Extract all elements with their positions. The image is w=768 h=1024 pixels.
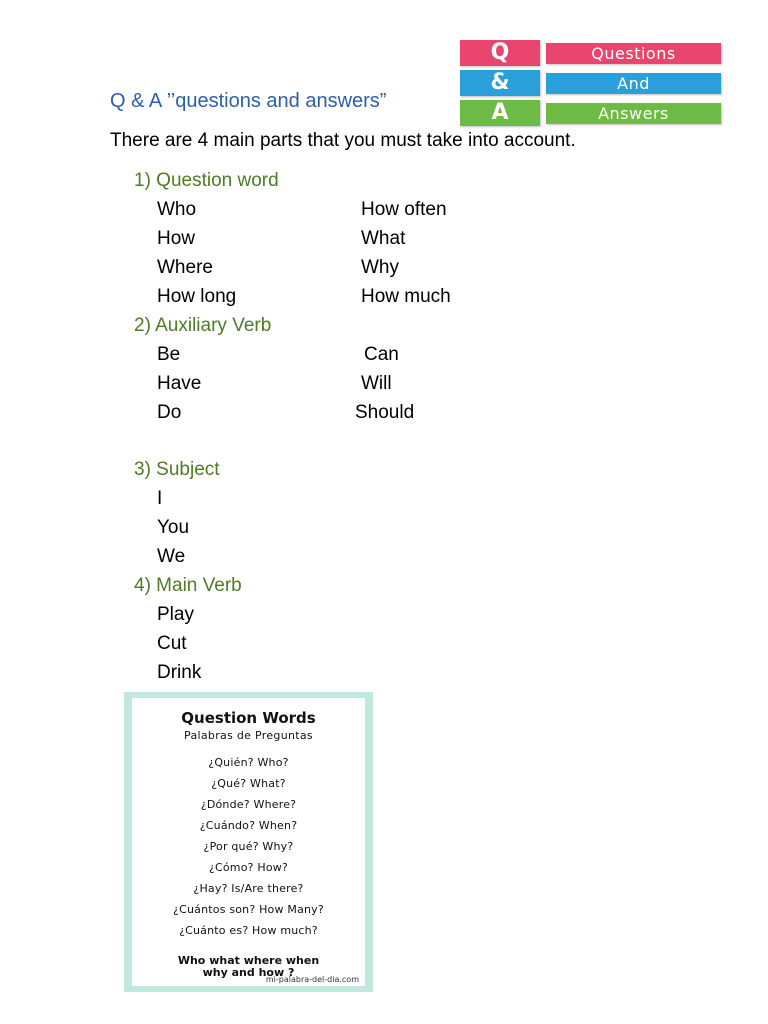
list-item: Why bbox=[361, 257, 399, 278]
logo-row-questions bbox=[460, 40, 722, 66]
list-item: Have bbox=[157, 373, 202, 394]
list-item: Play bbox=[157, 604, 194, 625]
list-item: Who bbox=[157, 199, 197, 220]
list-item: Will bbox=[361, 373, 392, 394]
list-item: Be bbox=[157, 344, 181, 365]
card-site-credit: mi-palabra-del-dia.com bbox=[265, 975, 359, 984]
logo-q-block: Q bbox=[460, 40, 540, 66]
card-line: ¿Cuánto es? How much? bbox=[179, 924, 318, 937]
logo-amp-block: & bbox=[460, 70, 540, 96]
list-item: What bbox=[361, 228, 406, 249]
card-line: ¿Qué? What? bbox=[211, 777, 286, 790]
list-item: Cut bbox=[157, 633, 187, 654]
list-item: Should bbox=[355, 402, 415, 423]
card-footer-line: why and how ? bbox=[202, 966, 295, 979]
question-words-card-body bbox=[132, 698, 365, 986]
intro-text: There are 4 main parts that you must take into account. bbox=[110, 130, 576, 151]
qa-logo bbox=[455, 37, 720, 133]
card-footer-line: Who what where when bbox=[177, 954, 320, 967]
list-item: How bbox=[157, 228, 196, 249]
card-line: ¿Por qué? Why? bbox=[203, 840, 294, 853]
section-heading-main-verb: 4) Main Verb bbox=[134, 575, 242, 596]
list-item: How much bbox=[361, 286, 451, 307]
question-words-card bbox=[124, 692, 373, 992]
logo-row-answers bbox=[460, 100, 722, 126]
logo-row-and bbox=[460, 70, 722, 96]
page-title: Q & A ’’questions and answers” bbox=[110, 90, 387, 112]
section-heading-auxiliary-verb: 2) Auxiliary Verb bbox=[134, 315, 272, 336]
logo-and-bar: And bbox=[546, 73, 721, 94]
section-heading-subject: 3) Subject bbox=[134, 459, 220, 480]
list-item: You bbox=[157, 517, 190, 538]
list-item: Where bbox=[157, 257, 213, 278]
logo-a-block: A bbox=[460, 100, 540, 126]
list-item: Do bbox=[157, 402, 182, 423]
list-item: Drink bbox=[157, 662, 202, 683]
list-item: We bbox=[157, 546, 186, 567]
list-item: I bbox=[157, 488, 163, 509]
card-line: ¿Hay? Is/Are there? bbox=[193, 882, 304, 895]
list-item: How long bbox=[157, 286, 237, 307]
card-subtitle: Palabras de Preguntas bbox=[184, 729, 313, 742]
logo-answers-bar: Answers bbox=[546, 103, 721, 124]
card-line: ¿Dónde? Where? bbox=[200, 798, 297, 811]
card-title: Question Words bbox=[181, 709, 316, 727]
list-item: How often bbox=[361, 199, 447, 220]
card-line: ¿Cómo? How? bbox=[208, 861, 289, 874]
card-line: ¿Cuántos son? How Many? bbox=[173, 903, 324, 916]
list-item: Can bbox=[364, 344, 399, 365]
logo-questions-bar: Questions bbox=[546, 43, 721, 64]
card-line: ¿Quién? Who? bbox=[208, 756, 289, 769]
card-line: ¿Cuándo? When? bbox=[199, 819, 298, 832]
section-heading-question-word: 1) Question word bbox=[134, 170, 279, 191]
